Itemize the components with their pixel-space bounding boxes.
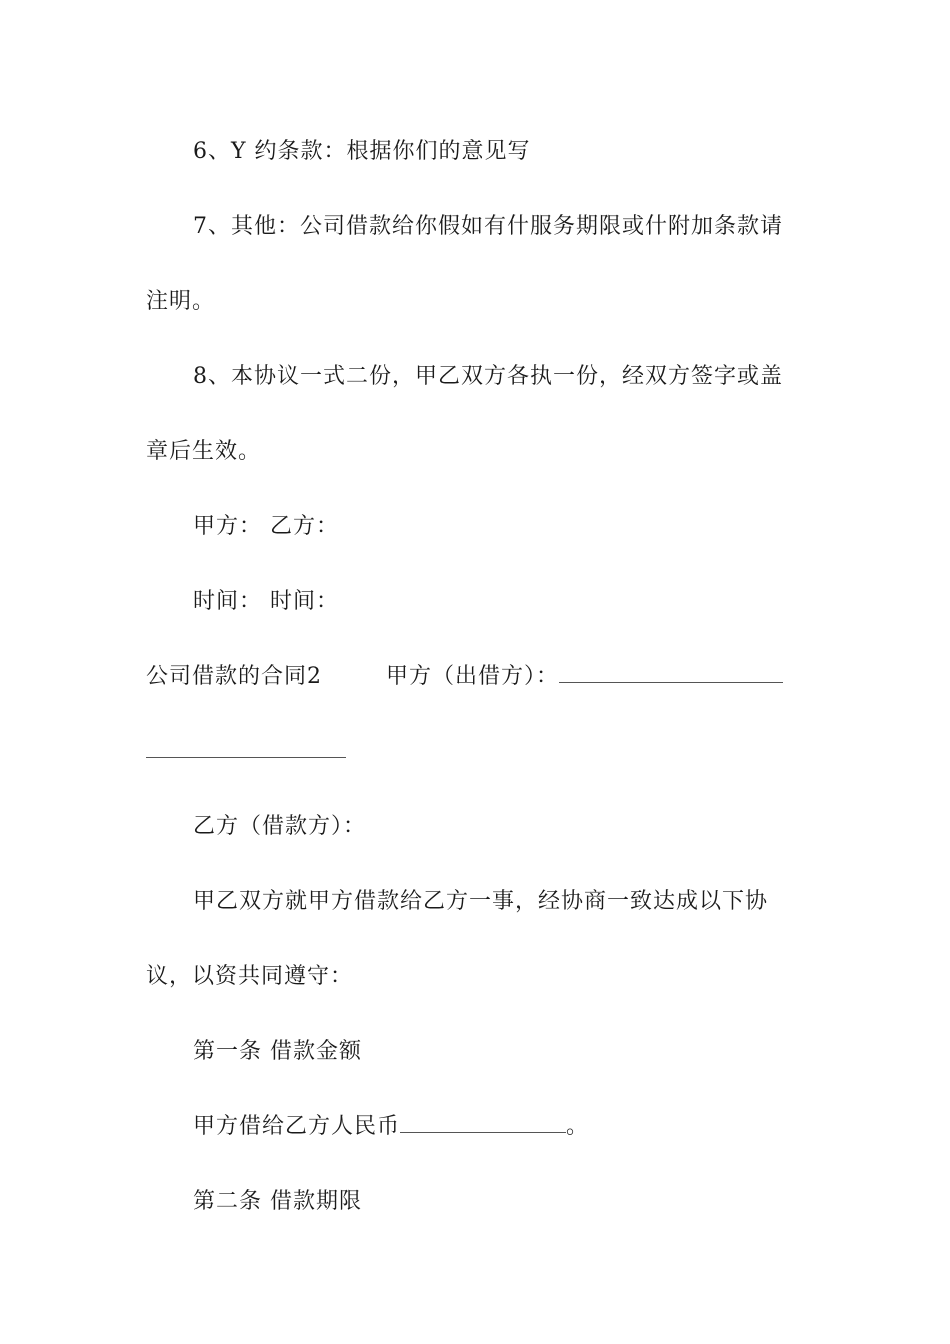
lender-blank-continued [146, 739, 346, 758]
clause-8-line2: 章后生效。 [146, 439, 262, 464]
amount-blank [400, 1114, 566, 1133]
clause-7-line2: 注明。 [146, 289, 216, 314]
clause-8-line1: 8、本协议一式二份，甲乙双方各执一份，经双方签字或盖 [193, 364, 783, 389]
amount-prefix: 甲方借给乙方人民币 [193, 1114, 401, 1139]
contract-header-line [146, 662, 806, 692]
lender-label: 甲方（出借方）： [386, 664, 560, 689]
borrower-label: 乙方（借款方）： [193, 814, 367, 839]
lender-blank [559, 664, 783, 683]
contract-title: 公司借款的合同2 [146, 664, 322, 689]
amount-suffix: 。 [566, 1114, 590, 1139]
clause-6: 6、Y 约条款：根据你们的意见写 [193, 139, 531, 164]
lender-blank-continued-line [146, 737, 806, 767]
article-1-title: 第一条 借款金额 [193, 1039, 362, 1064]
amount-line [193, 1112, 853, 1142]
article-2-title: 第二条 借款期限 [193, 1189, 362, 1214]
signature-parties: 甲方： 乙方： [193, 514, 339, 539]
clause-7-line1: 7、其他：公司借款给你假如有什服务期限或什附加条款请 [193, 214, 783, 239]
intro-line1: 甲乙双方就甲方借款给乙方一事，经协商一致达成以下协 [193, 889, 769, 914]
signature-dates: 时间： 时间： [193, 589, 339, 614]
intro-line2: 议，以资共同遵守： [146, 964, 354, 989]
